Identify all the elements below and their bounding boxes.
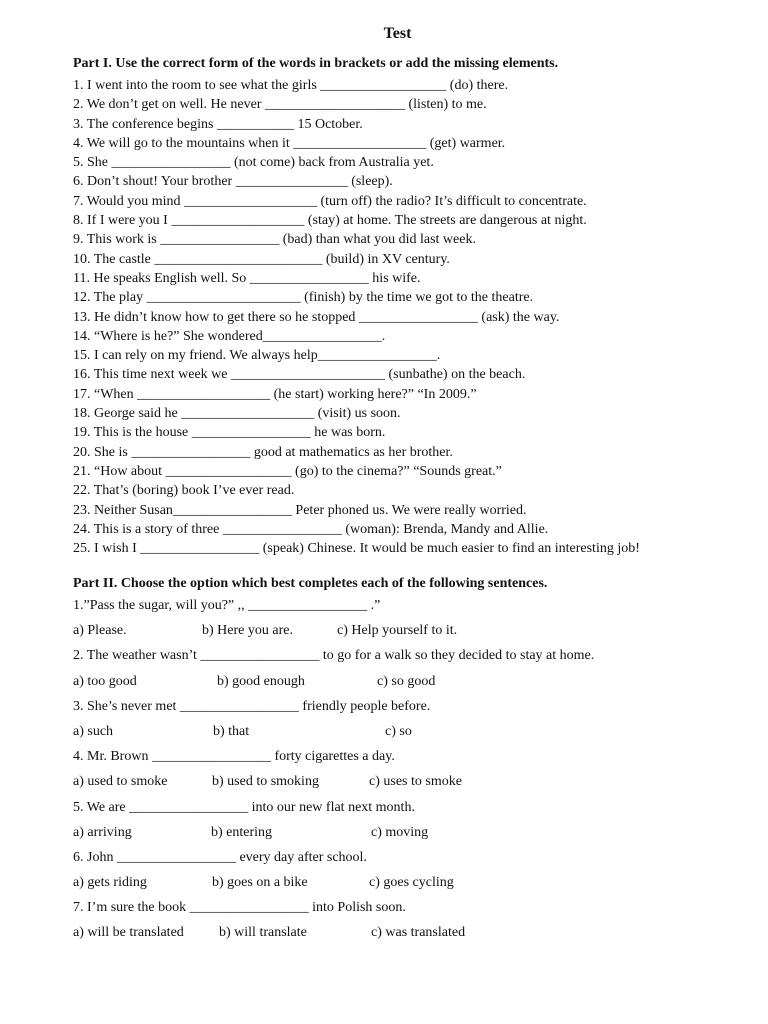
option-b: b) Here you are. [202,623,293,639]
exercise-item: 3. The conference begins ___________ 15 October. [73,116,363,132]
question-text: 7. I’m sure the book _________________ into Polish soon. [73,900,406,916]
exercise-item: 1. I went into the room to see what the girls __________________ (do) there. [73,78,509,93]
question-text: 2. The weather wasn’t _________________ to go for a walk so they decided to stay at home. [73,648,595,664]
part1-list [73,76,753,558]
question-text: 6. John _________________ every day after school. [73,849,367,865]
exercise-item: 20. She is _________________ good at mathematics as her brother. [73,444,453,460]
option-a: a) used to smoke [73,774,168,790]
exercise-item: 15. I can rely on my friend. We always help_________________. [73,348,441,364]
exercise-item: 5. She _________________ (not come) back from Australia yet. [73,155,434,171]
option-row [73,823,753,848]
exercise-item: 2. We don’t get on well. He never ____________________ (listen) to me. [73,97,487,113]
option-b: b) entering [211,824,273,840]
exercise-item: 14. “Where is he?” She wondered_________________. [73,328,386,344]
exercise-item: 4. We will go to the mountains when it ___________________ (get) warmer. [73,135,506,151]
option-row [73,672,753,697]
option-c: c) Help yourself to it. [337,623,458,639]
exercise-item: 16. This time next week we ______________________ (sunbathe) on the beach. [73,367,526,383]
option-row [73,923,753,948]
question-text: 3. She’s never met _________________ friendly people before. [73,698,431,714]
option-c: c) was translated [371,925,466,941]
option-row [73,873,753,898]
exercise-item: 22. That’s (boring) book I’ve ever read. [73,483,295,499]
question-text: 5. We are _________________ into our new flat next month. [73,799,415,815]
option-row [73,772,753,797]
part2-list [73,596,753,949]
option-b: b) will translate [219,925,307,941]
option-c: c) so good [377,673,436,689]
exercise-item: 10. The castle ________________________ (build) in XV century. [73,251,450,267]
exercise-item: 11. He speaks English well. So _________________ his wife. [73,270,421,286]
exercise-item: 21. “How about __________________ (go) to the cinema?” “Sounds great.” [73,463,502,479]
option-a: a) such [73,723,114,739]
option-c: c) moving [371,824,429,840]
option-row [73,722,753,747]
option-a: a) gets riding [73,875,147,891]
part2-heading: Part II. Choose the option which best completes each of the following sentences. [73,576,548,591]
option-b: b) goes on a bike [212,875,308,891]
exercise-item: 13. He didn’t know how to get there so he stopped _________________ (ask) the way. [73,309,560,325]
exercise-item: 25. I wish I _________________ (speak) Chinese. It would be much easier to find an interesting job! [73,541,640,557]
option-row [73,621,753,646]
option-a: a) arriving [73,824,132,840]
exercise-item: 6. Don’t shout! Your brother ________________ (sleep). [73,174,393,190]
option-a: a) too good [73,673,137,689]
exercise-item: 18. George said he ___________________ (visit) us soon. [73,406,401,422]
part1-heading: Part I. Use the correct form of the words in brackets or add the missing elements. [73,56,559,71]
exercise-item: 24. This is a story of three _________________ (woman): Brenda, Mandy and Allie. [73,521,549,537]
exercise-item: 7. Would you mind ___________________ (turn off) the radio? It’s difficult to concentrate. [73,193,587,209]
option-b: b) used to smoking [212,774,319,790]
option-b: b) good enough [217,673,305,689]
exercise-item: 8. If I were you I ___________________ (stay) at home. The streets are dangerous at night. [73,213,587,229]
exercise-item: 17. “When ___________________ (he start) working here?” “In 2009.” [73,386,477,402]
exercise-item: 9. This work is _________________ (bad) than what you did last week. [73,232,476,248]
exercise-item: 19. This is the house _________________ he was born. [73,425,386,441]
page-title: Test [383,25,412,42]
option-a: a) Please. [73,623,127,639]
question-text: 4. Mr. Brown _________________ forty cigarettes a day. [73,749,395,765]
question-text: 1.”Pass the sugar, will you?” ,, _________________ .” [73,598,381,613]
option-c: c) uses to smoke [369,774,462,790]
option-b: b) that [213,723,250,739]
exercise-item: 23. Neither Susan_________________ Peter phoned us. We were really worried. [73,502,527,518]
option-c: c) so [385,723,412,739]
option-c: c) goes cycling [369,875,454,891]
exercise-item: 12. The play ______________________ (finish) by the time we got to the theatre. [73,290,534,306]
option-a: a) will be translated [73,925,184,941]
